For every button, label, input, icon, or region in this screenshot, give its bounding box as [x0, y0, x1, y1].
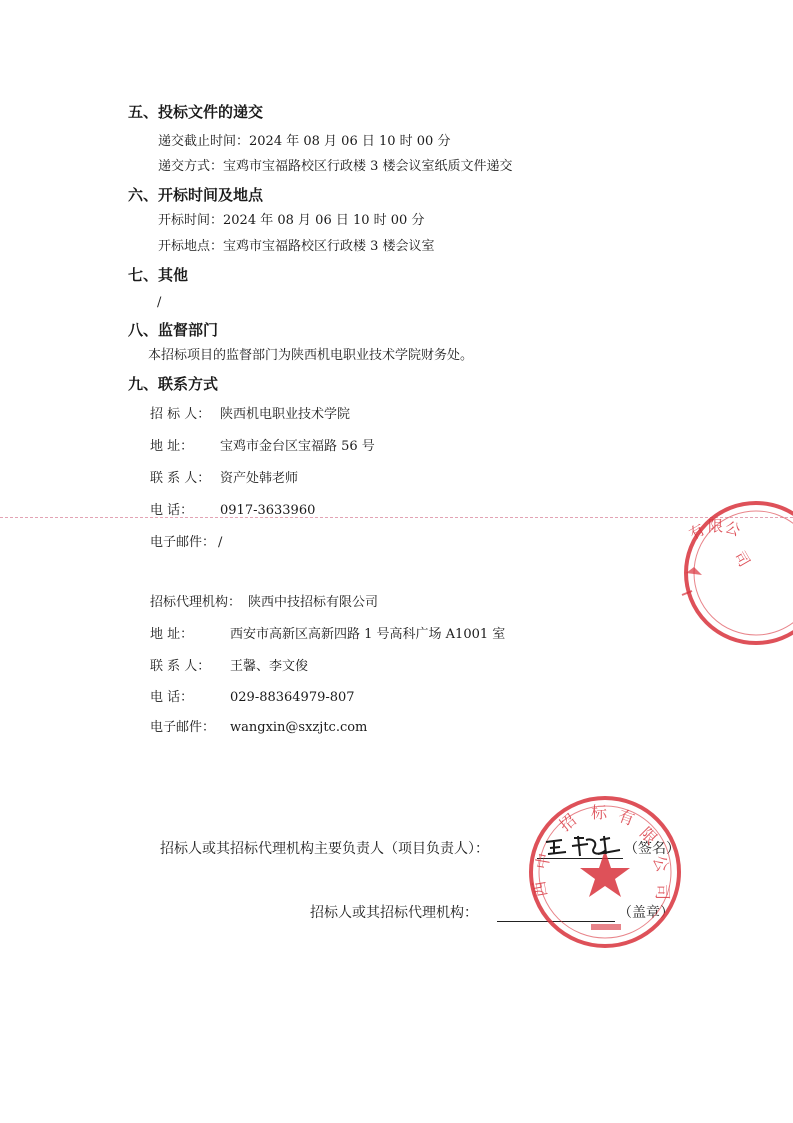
agency-name-label: 招标代理机构：: [150, 595, 242, 610]
svg-text:公: 公: [649, 852, 673, 875]
tenderer-email-row: [150, 535, 222, 551]
signature-line-2: [310, 905, 478, 921]
agency-address-value: 西安市高新区高新四路 1 号高科广场 A1001 室: [230, 627, 506, 642]
opening-place-row: [158, 239, 435, 255]
tenderer-address-row: [150, 439, 375, 455]
tenderer-email-value: /: [218, 535, 223, 550]
tenderer-phone-value: 0917-3633960: [220, 503, 316, 518]
submit-method-value: 宝鸡市宝福路校区行政楼 3 楼会议室纸质文件递交: [223, 159, 513, 174]
svg-text:公: 公: [722, 517, 743, 540]
deadline-row: [158, 134, 450, 150]
opening-time-label: 开标时间：: [158, 213, 224, 228]
tenderer-contact-row: [150, 471, 298, 487]
svg-text:招: 招: [555, 810, 580, 836]
agency-email-row: [150, 720, 367, 736]
handwritten-signature: [540, 832, 630, 862]
submit-method-row: [158, 159, 513, 175]
svg-text:有: 有: [686, 520, 709, 544]
agency-address-row: [150, 627, 505, 643]
opening-time-row: [158, 213, 424, 229]
tenderer-phone-label: 电 话：: [150, 503, 194, 518]
agency-phone-row: [150, 690, 355, 706]
tenderer-name-label: 招 标 人：: [150, 407, 211, 422]
svg-text:限: 限: [708, 517, 724, 535]
agency-name-row: [150, 595, 378, 611]
agency-name-value: 陕西中技招标有限公司: [248, 595, 379, 610]
signature-line-1: [160, 841, 489, 857]
agency-contact-row: [150, 659, 308, 675]
opening-place-value: 宝鸡市宝福路校区行政楼 3 楼会议室: [223, 239, 435, 254]
company-stamp-partial: [668, 495, 793, 655]
section-6-heading: 六、开标时间及地点: [128, 186, 264, 204]
svg-text:有: 有: [615, 805, 638, 830]
section-9-heading: 九、联系方式: [128, 375, 219, 393]
section-5-heading: 五、投标文件的递交: [128, 103, 264, 121]
section-7-content: /: [157, 295, 162, 310]
tenderer-contact-label: 联 系 人：: [150, 471, 211, 486]
tenderer-contact-value: 资产处韩老师: [220, 471, 299, 486]
submit-method-label: 递交方式：: [158, 159, 224, 174]
sign-suffix: （签名）: [624, 841, 680, 857]
agency-email-label: 电子邮件：: [150, 720, 216, 735]
svg-text:司: 司: [730, 548, 754, 571]
svg-text:西: 西: [529, 879, 551, 899]
tenderer-name-value: 陕西机电职业技术学院: [220, 407, 351, 422]
deadline-value: 2024 年 08 月 06 日 10 时 00 分: [249, 134, 451, 149]
agency-seal-stamp: [525, 792, 685, 952]
deadline-label: 递交截止时间：: [158, 134, 250, 149]
agency-email-value: wangxin@sxzjtc.com: [230, 720, 368, 735]
agency-contact-label: 联 系 人：: [150, 659, 211, 674]
svg-text:中: 中: [532, 851, 554, 871]
opening-time-value: 2024 年 08 月 06 日 10 时 00 分: [223, 213, 425, 228]
tenderer-address-value: 宝鸡市金台区宝福路 56 号: [220, 439, 375, 454]
section-8-content: 本招标项目的监督部门为陕西机电职业技术学院财务处。: [148, 348, 474, 363]
tenderer-address-label: 地 址：: [150, 439, 194, 454]
seal-label: 招标人或其招标代理机构：: [310, 905, 478, 921]
seal-suffix: （盖章）: [618, 905, 674, 921]
section-7-heading: 七、其他: [128, 266, 189, 284]
section-8-heading: 八、监督部门: [128, 321, 219, 339]
agency-contact-value: 王馨、李文俊: [230, 659, 309, 674]
responsible-person-label: 招标人或其招标代理机构主要负责人（项目负责人）：: [160, 841, 489, 857]
agency-phone-value: 029-88364979-807: [230, 690, 355, 705]
tenderer-email-label: 电子邮件：: [150, 535, 216, 550]
agency-phone-label: 电 话：: [150, 690, 194, 705]
opening-place-label: 开标地点：: [158, 239, 224, 254]
svg-text:标: 标: [591, 803, 608, 822]
agency-address-label: 地 址：: [150, 627, 194, 642]
svg-text:司: 司: [653, 884, 672, 901]
svg-text:限: 限: [636, 823, 661, 849]
tenderer-name-row: [150, 407, 350, 423]
